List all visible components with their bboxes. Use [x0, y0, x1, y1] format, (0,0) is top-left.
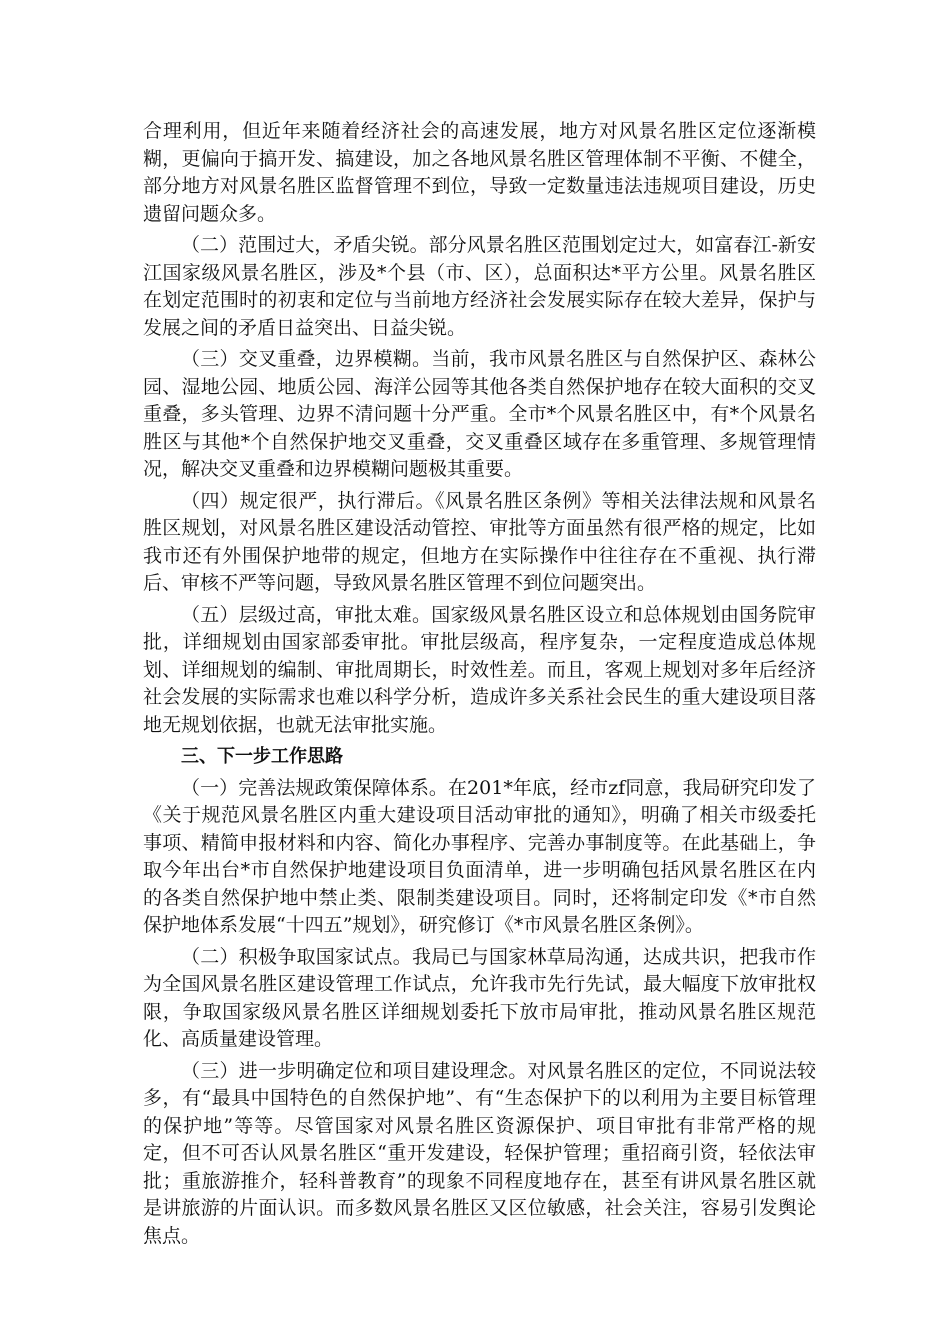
paragraph-scope-too-large: （二）范围过大，矛盾尖锐。部分风景名胜区范围划定过大，如富春江-新安江国家级风景名胜区，涉及*个县（市、区），总面积达*平方公里。风景名胜区在划定范围时的初衷和定位与当前地方经济社会发展实际存在较大差异，保护与发展之间的矛盾日益突出、日益尖锐。 — [143, 234, 816, 339]
paragraph-national-pilot: （二）积极争取国家试点。我局已与国家林草局沟通，达成共识，把我市作为全国风景名胜区建设管理工作试点，允许我市先行先试，最大幅度下放审批权限，争取国家级风景名胜区详细规划委托下放市局审批，推动风景名胜区规范化、高质量建设管理。 — [143, 945, 816, 1050]
paragraph-strict-rules: （四）规定很严，执行滞后。《风景名胜区条例》等相关法律法规和风景名胜区规划，对风景名胜区建设活动管控、审批等方面虽然有很严格的规定，比如我市还有外围保护地带的规定，但地方在实际操作中往往存在不重视、执行滞后、审核不严等问题，导致风景名胜区管理不到位问题突出。 — [143, 489, 816, 594]
paragraph-overlap-boundaries: （三）交叉重叠，边界模糊。当前，我市风景名胜区与自然保护区、森林公园、湿地公园、地质公园、海洋公园等其他各类自然保护地存在较大面积的交叉重叠，多头管理、边界不清问题十分严重。全市*个风景名胜区中，有*个风景名胜区与其他*个自然保护地交叉重叠，交叉重叠区域存在多重管理、多规管理情况，解决交叉重叠和边界模糊问题极其重要。 — [143, 348, 816, 480]
paragraph-continued: 合理利用，但近年来随着经济社会的高速发展，地方对风景名胜区定位逐渐模糊，更偏向于搞开发、搞建设，加之各地风景名胜区管理体制不平衡、不健全，部分地方对风景名胜区监督管理不到位，导致一定数量违法违规项目建设，历史遗留问题众多。 — [143, 120, 816, 225]
paragraph-positioning: （三）进一步明确定位和项目建设理念。对风景名胜区的定位，不同说法较多，有“最具中国特色的自然保护地”、有“生态保护下的以利用为主要目标管理的保护地”等等。尽管国家对风景名胜区资源保护、项目审批有非常严格的规定，但不可否认风景名胜区“重开发建设，轻保护管理；重招商引资，轻依法审批；重旅游推介，轻科普教育”的现象不同程度地存在，甚至有讲风景名胜区就是讲旅游的片面认识。而多数风景名胜区又区位敏感，社会关注，容易引发舆论焦点。 — [143, 1059, 816, 1247]
document-body — [143, 118, 816, 1254]
section-heading: 三、下一步工作思路 — [181, 746, 343, 767]
paragraph-approval-level: （五）层级过高，审批太难。国家级风景名胜区设立和总体规划由国务院审批，详细规划由国家部委审批。审批层级高，程序复杂，一定程度造成总体规划、详细规划的编制、审批周期长，时效性差。而且，客观上规划对多年后经济社会发展的实际需求也难以科学分析，造成许多关系社会民生的重大建设项目落地无规划依据，也就无法审批实施。 — [143, 603, 816, 736]
paragraph-policy-system: （一）完善法规政策保障体系。在201*年底，经市zf同意，我局研究印发了《关于规范风景名胜区内重大建设项目活动审批的通知》，明确了相关市级委托事项、精简申报材料和内容、简化办事程序、完善办事制度等。在此基础上，争取今年出台*市自然保护地建设项目负面清单，进一步明确包括风景名胜区在内的各类自然保护地中禁止类、限制类建设项目。同时，还将制定印发《*市自然保护地体系发展“十四五”规划》，研究修订《*市风景名胜区条例》。 — [143, 776, 816, 936]
